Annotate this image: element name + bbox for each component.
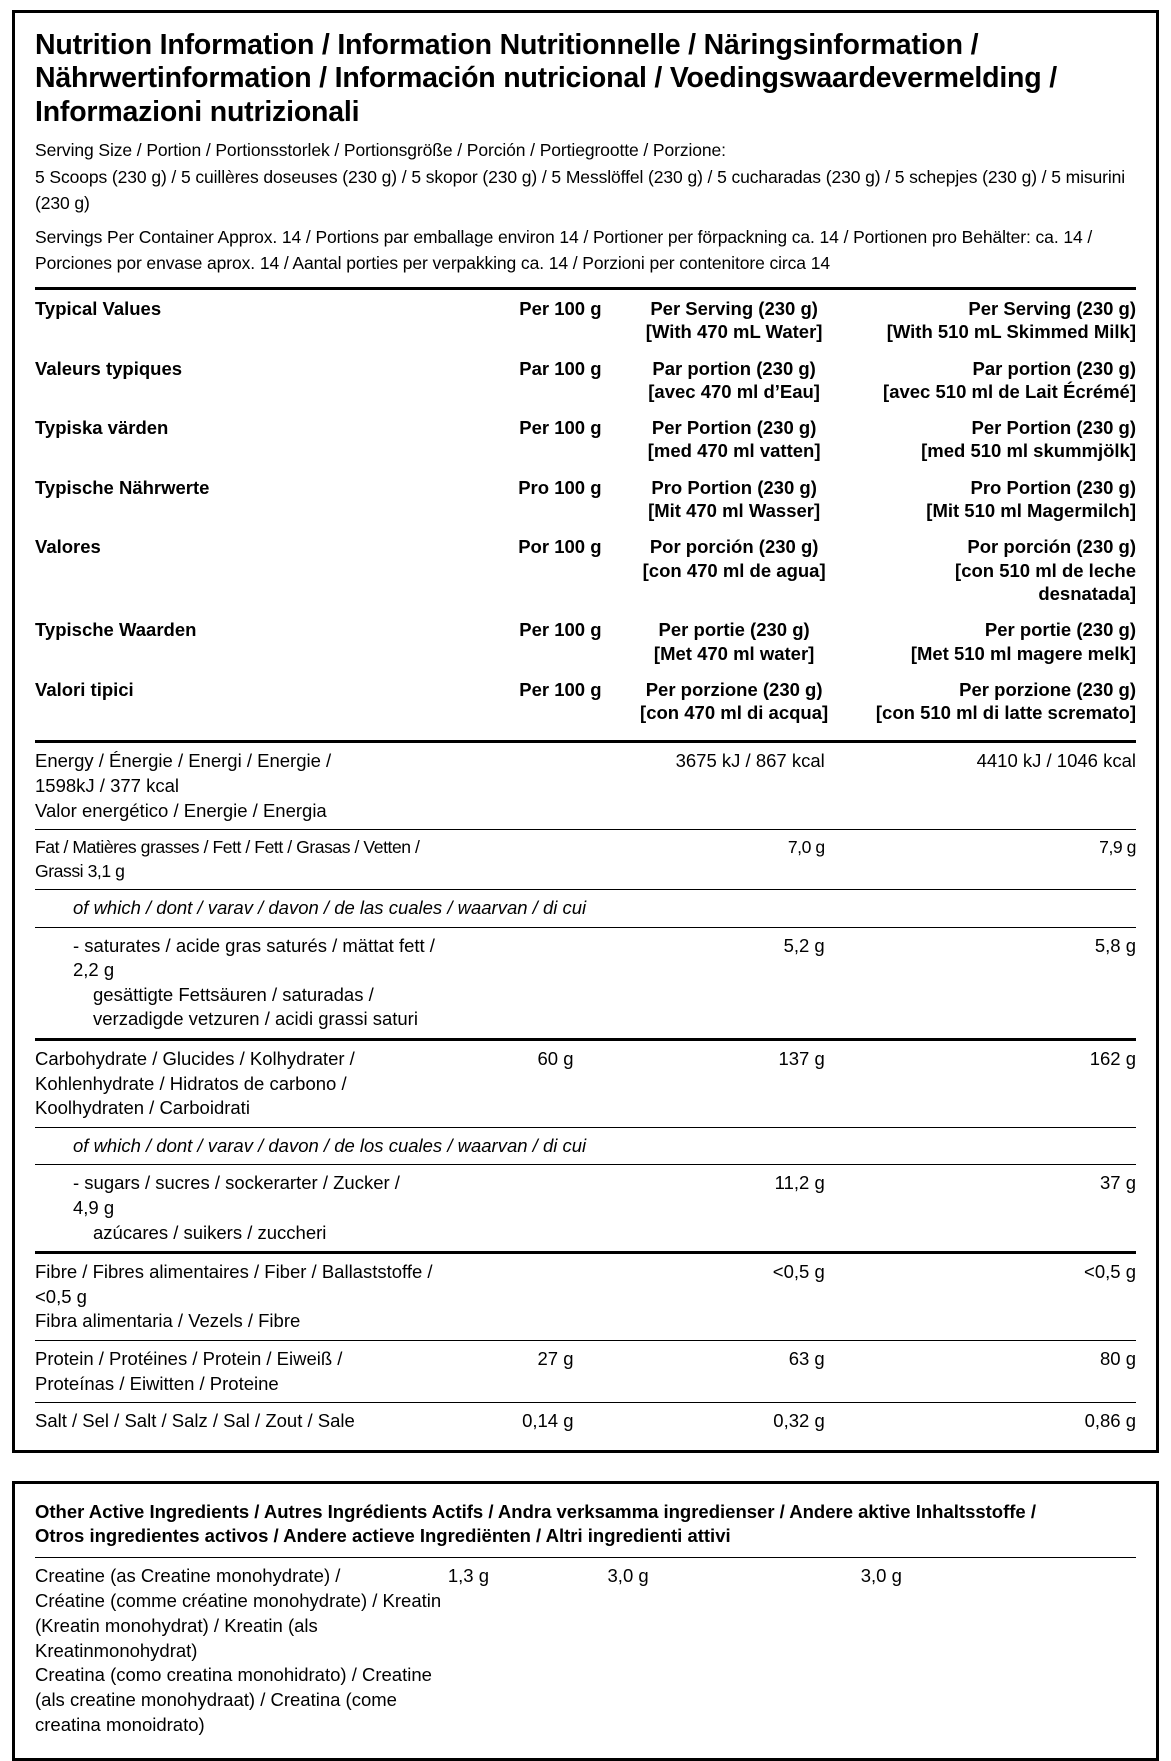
carbohydrate-name-line1: Carbohydrate / Glucides / Kolhydrater / — [35, 1047, 355, 1069]
sugars-serving-water: 11,2 g — [774, 1172, 825, 1194]
per-serving-water-en — [608, 290, 861, 350]
per-100g-es: Por 100 g — [518, 536, 602, 558]
carbohydrate-serving-water: 137 g — [778, 1047, 825, 1069]
per-serving-water-es-line1: Por porción (230 g) — [649, 536, 819, 558]
fibre-serving-milk: <0,5 g — [1084, 1261, 1136, 1283]
per-serving-milk-en — [861, 290, 1136, 350]
table-row-saturates — [35, 928, 1136, 1040]
carb-of-which-label: of which / dont / varav / davon / de los cuales / waarvan / di cui — [73, 1134, 587, 1156]
per-serving-water-en-line2: [With 470 mL Water] — [645, 321, 823, 343]
table-row-fibre — [35, 1254, 1136, 1340]
per-serving-milk-fr-line1: Par portion (230 g) — [972, 357, 1136, 379]
table-row — [35, 611, 1136, 671]
per-100g-sv: Per 100 g — [519, 417, 602, 439]
servings-per-container-line-1: Servings Per Container Approx. 14 / Portions par emballage environ 14 / Portioner per förpackning ca. 14 / Portionen pro Behälter: ca. 14 / — [35, 226, 1093, 247]
energy-serving-water: 3675 kJ / 867 kcal — [675, 750, 825, 772]
fibre-name — [35, 1254, 448, 1340]
spacer — [35, 217, 1136, 224]
per-100g-fr: Par 100 g — [519, 357, 602, 379]
table-row — [35, 671, 1136, 731]
per-100g-en: Per 100 g — [519, 298, 602, 319]
table-row-fat — [35, 830, 1136, 889]
fibre-per-100g-col — [448, 1254, 608, 1340]
per-serving-water-de-line2: [Mit 470 ml Wasser] — [648, 500, 821, 522]
carbohydrate-name-line3: Koolhydraten / Carboidrati — [35, 1097, 250, 1119]
saturates-per-100g-col — [448, 928, 608, 1040]
per-serving-milk-sv-line2: [med 510 ml skummjölk] — [921, 440, 1136, 462]
serving-size-label: Serving Size / Portion / Portionsstorlek / Portionsgröße / Porción / Portiegrootte / Porzione: — [35, 140, 726, 161]
table-row-energy — [35, 743, 1136, 829]
carbohydrate-serving-milk: 162 g — [1089, 1047, 1136, 1069]
carbohydrate-name — [35, 1041, 448, 1127]
per-serving-milk-de-line1: Pro Portion (230 g) — [970, 476, 1136, 498]
serving-size-value: 5 Scoops (230 g) / 5 cuillères doseuses (230 g) / 5 skopor (230 g) / 5 Messlöffel (230 g) / 5 cucharadas (230 g) / 5 schepjes (230 g) / 5 misurini (230 g) — [35, 166, 1126, 214]
creatine-name-line2: Créatine (comme créatine monohydrate) / Kreatin (Kreatin monohydrat) / Kreatin (als Kreatinmonohydrat) — [35, 1590, 442, 1661]
per-serving-milk-es-line1: Por porción (230 g) — [967, 536, 1136, 558]
table-row — [35, 409, 1136, 469]
typical-values-label-sv: Typiska värden — [35, 417, 169, 439]
fibre-name-line2: Fibra alimentaria / Vezels / Fibre — [35, 1310, 301, 1332]
salt-serving-milk: 0,86 g — [1084, 1410, 1136, 1432]
nutrition-information-panel — [12, 10, 1159, 1453]
other-ingredients-heading-line2: Otros ingredientes activos / Andere actieve Ingrediënten / Altri ingredienti attivi — [35, 1525, 731, 1547]
page-title: Nutrition Information / Information Nutritionnelle / Näringsinformation / Nährwertinformation / Información nutricional / Voedingswaardevermelding / Informazioni nutrizionali — [35, 29, 1057, 128]
per-serving-water-nl-line2: [Met 470 ml water] — [653, 642, 815, 664]
sugars-name — [35, 1165, 448, 1252]
per-100g-de: Pro 100 g — [518, 476, 602, 498]
table-row-protein — [35, 1341, 1136, 1403]
per-serving-milk-sv-line1: Per Portion (230 g) — [971, 417, 1136, 439]
salt-serving-water: 0,32 g — [773, 1410, 825, 1432]
per-serving-water-it — [608, 671, 861, 731]
fat-of-which-label: of which / dont / varav / davon / de las cuales / waarvan / di cui — [73, 897, 587, 919]
protein-per-100g: 27 g — [537, 1347, 574, 1369]
table-row-fat-of-which — [35, 890, 1136, 927]
table-row — [35, 290, 1136, 350]
energy-name-line1: Energy / Énergie / Energi / Energie / — [35, 750, 332, 772]
table-row-creatine — [35, 1558, 1136, 1741]
panel-gap — [0, 1453, 1171, 1481]
fat-serving-water: 7,0 g — [787, 837, 825, 858]
fibre-name-line1: Fibre / Fibres alimentaires / Fiber / Ballaststoffe / — [35, 1261, 433, 1283]
protein-name-line1: Protein / Protéines / Protein / Eiweiß / — [35, 1347, 343, 1369]
typical-values-header-table — [35, 290, 1136, 730]
per-100g-it: Per 100 g — [519, 678, 602, 700]
carbohydrate-name-line2: Kohlenhydrate / Hidratos de carbono / — [35, 1072, 347, 1094]
per-serving-milk-it-line1: Per porzione (230 g) — [959, 678, 1136, 700]
per-serving-water-es-line2: [con 470 ml de agua] — [642, 559, 826, 581]
other-ingredients-heading-line1: Other Active Ingredients / Autres Ingrédients Actifs / Andra verksamma ingredienser / Andere aktive Inhaltsstoffe / — [35, 1500, 1036, 1522]
creatine-serving-water: 3,0 g — [607, 1565, 649, 1587]
per-serving-water-de — [608, 469, 861, 529]
sugars-per-100g-col — [448, 1165, 608, 1252]
table-row — [35, 528, 1136, 611]
per-serving-water-nl — [608, 611, 861, 671]
creatine-name — [35, 1558, 448, 1741]
sugars-name-line1: - sugars / sucres / sockerarter / Zucker / — [73, 1172, 400, 1194]
per-serving-water-sv — [608, 409, 861, 469]
other-ingredients-table — [35, 1558, 1136, 1741]
per-serving-water-it-line2: [con 470 ml di acqua] — [640, 702, 829, 724]
energy-name — [35, 743, 448, 829]
other-ingredients-heading — [35, 1500, 1136, 1550]
table-row-carbohydrate — [35, 1041, 1136, 1127]
protein-name — [35, 1341, 448, 1403]
creatine-per-100g: 1,3 g — [447, 1565, 490, 1587]
per-serving-milk-nl — [861, 611, 1136, 671]
fat-name-text: Fat / Matières grasses / Fett / Fett / Grasas / Vetten / Grassi — [35, 837, 420, 881]
protein-name-line2: Proteínas / Eiwitten / Proteine — [35, 1372, 279, 1394]
salt-per-100g: 0,14 g — [522, 1410, 574, 1432]
per-serving-milk-es — [861, 528, 1136, 611]
per-100g-nl: Per 100 g — [519, 619, 602, 641]
carbohydrate-per-100g: 60 g — [537, 1047, 574, 1069]
creatine-name-line3: Creatina (como creatina monohidrato) / Creatine (als creatine monohydraat) / Creatina (come creatina monoidrato) — [35, 1664, 432, 1735]
fat-per-100g: 3,1 g — [87, 860, 125, 881]
per-serving-water-fr-line2: [avec 470 ml d’Eau] — [648, 380, 820, 402]
per-serving-water-es — [608, 528, 861, 611]
energy-serving-milk: 4410 kJ / 1046 kcal — [976, 750, 1136, 772]
sugars-serving-milk: 37 g — [1099, 1172, 1136, 1194]
serving-info — [35, 137, 1136, 277]
sugars-per-100g: 4,9 g — [73, 1196, 115, 1218]
per-serving-water-nl-line1: Per portie (230 g) — [658, 619, 810, 641]
per-serving-milk-fr-line2: [avec 510 ml de Lait Écrémé] — [883, 380, 1136, 402]
nutrient-values-table — [35, 743, 1136, 1439]
sugars-name-line2: azúcares / suikers / zuccheri — [93, 1221, 327, 1243]
energy-per-100g-col — [448, 743, 608, 829]
per-serving-water-it-line1: Per porzione (230 g) — [645, 678, 823, 700]
saturates-name — [35, 928, 448, 1040]
typical-values-label-es: Valores — [35, 536, 101, 558]
per-serving-milk-fr — [861, 350, 1136, 410]
fat-name — [35, 830, 448, 889]
saturates-serving-milk: 5,8 g — [1094, 934, 1136, 956]
typical-values-label-en: Typical Values — [35, 298, 162, 319]
per-serving-milk-nl-line1: Per portie (230 g) — [984, 619, 1136, 641]
energy-name-line2: Valor energético / Energie / Energia — [35, 799, 327, 821]
per-serving-milk-en-line1: Per Serving (230 g) — [968, 298, 1136, 319]
per-serving-milk-sv — [861, 409, 1136, 469]
fat-per-100g-col — [448, 830, 608, 889]
typical-values-label-it: Valori tipici — [35, 678, 134, 700]
typical-values-label-nl: Typische Waarden — [35, 619, 197, 641]
salt-name: Salt / Sel / Salt / Salz / Sal / Zout / Sale — [35, 1410, 355, 1432]
per-serving-water-sv-line1: Per Portion (230 g) — [651, 417, 817, 439]
protein-serving-milk: 80 g — [1099, 1347, 1136, 1369]
energy-per-100g: 1598kJ / 377 kcal — [35, 775, 179, 797]
nutrition-label-page — [0, 10, 1171, 1735]
per-serving-milk-en-line2: [With 510 mL Skimmed Milk] — [886, 321, 1136, 343]
per-serving-milk-de-line2: [Mit 510 ml Magermilch] — [926, 500, 1136, 522]
fibre-serving-water: <0,5 g — [772, 1261, 825, 1283]
per-serving-milk-de — [861, 469, 1136, 529]
table-row-carb-of-which — [35, 1128, 1136, 1165]
per-serving-milk-it — [861, 671, 1136, 731]
per-serving-water-de-line1: Pro Portion (230 g) — [651, 476, 817, 498]
saturates-name-line2: gesättigte Fettsäuren / saturadas / verzadigde vetzuren / acidi grassi saturi — [93, 983, 418, 1030]
per-serving-milk-it-line2: [con 510 ml di latte scremato] — [875, 702, 1136, 724]
per-serving-water-sv-line2: [med 470 ml vatten] — [647, 440, 821, 462]
saturates-per-100g: 2,2 g — [73, 959, 115, 981]
per-serving-water-fr-line1: Par portion (230 g) — [652, 357, 816, 379]
saturates-serving-water: 5,2 g — [783, 934, 825, 956]
creatine-serving-milk: 3,0 g — [860, 1565, 902, 1587]
protein-serving-water: 63 g — [788, 1347, 825, 1369]
fat-serving-milk: 7,9 g — [1099, 837, 1136, 858]
per-serving-water-en-line1: Per Serving (230 g) — [650, 298, 818, 319]
other-active-ingredients-panel — [12, 1481, 1159, 1761]
typical-values-label-fr: Valeurs typiques — [35, 357, 183, 379]
table-row — [35, 350, 1136, 410]
table-row-sugars — [35, 1165, 1136, 1252]
per-serving-milk-nl-line2: [Met 510 ml magere melk] — [910, 642, 1136, 664]
creatine-name-line1: Creatine (as Creatine monohydrate) / — [35, 1565, 341, 1587]
per-serving-water-fr — [608, 350, 861, 410]
table-row — [35, 469, 1136, 529]
table-row-salt — [35, 1403, 1136, 1440]
servings-per-container-line-2: Porciones por envase aprox. 14 / Aantal porties per verpakking ca. 14 / Porzioni per contenitore circa 14 — [35, 253, 830, 274]
typical-values-label-de: Typische Nährwerte — [35, 476, 210, 498]
per-serving-milk-es-line2: [con 510 ml de leche desnatada] — [955, 559, 1136, 604]
saturates-name-line1: - saturates / acide gras saturés / mättat fett / — [73, 934, 435, 956]
fibre-per-100g: <0,5 g — [35, 1285, 87, 1307]
